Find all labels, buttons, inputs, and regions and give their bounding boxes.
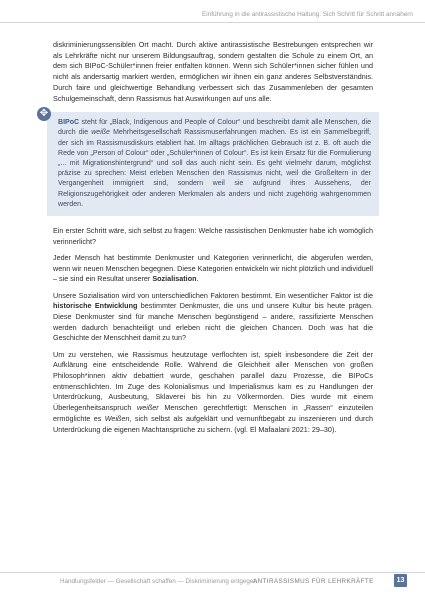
- p4-pre: Unsere Sozialisation wird von unterschiedlichen Faktoren bestimmt. Ein wesentlicher Faktor ist die: [53, 290, 373, 300]
- p5-post: , sich selbst als aufgeklärt und vernunftbegabt zu inszenieren und durch Unterdrückung die eigenen Machtansprüche zu sichern. (vgl. El Mafaalani 2021: 29–30).: [53, 413, 374, 434]
- page-footer: [0, 572, 425, 590]
- header-divider: [0, 22, 425, 23]
- info-compass-icon: ✥: [37, 107, 51, 121]
- page-body: [39, 40, 374, 435]
- term-sozialisation: Sozialisation: [152, 274, 197, 284]
- p3-post: .: [196, 274, 199, 284]
- infobox-text: [58, 118, 371, 210]
- p5-italic-2: Weißen: [104, 413, 130, 423]
- p5-pre: Um zu verstehen, wie Rassismus heutzutage verflochten ist, spielt insbesondere die Zeit der Aufklärung eine entscheidende Rolle. Während die Gleichheit aller Menschen von großen Philosoph*innen aktiv debattiert wurde, geschahen parallel dazu Prozesse, die BIPoCs entmenschlichten. Im Zuge des Kolonialismus und Imperialismus kam es zu Handlungen der Unterdrückung, Ausbeutung, Sklaverei bis hin zu Völkermorden. Dies wurde mit einem Überlegenheitsanspruch: [53, 349, 373, 413]
- paragraph-enlightenment: [53, 350, 373, 436]
- footer-breadcrumb: Handlungsfelder — Gesellschaft schaffen — Diskriminierung entgegen: [60, 578, 257, 585]
- page-number: 13: [394, 574, 407, 587]
- infobox-text-a: steht für „Black, Indigenous and People of Colour“ und beschreibt damit alle Menschen, die durch die: [58, 119, 371, 137]
- p5-italic-1: weißer: [137, 403, 159, 413]
- paragraph-intro: diskriminierungssensiblen Ort macht. Durch aktive antirassistische Bestrebungen entsprechen wir als Lehrkräfte nicht nur unserem Bildungsauftrag, sondern gestalten die Schule zu einem Ort, an dem sich BIPoC-Schüler*innen freier entfalten können. Wenn sich Schüler*innen sicher fühlen und nicht als andersartig markiert werden, ermöglichen wir ihnen ein ganz anderes Selbstverständnis. Durch faire und gleichwertige Behandlung verbessert sich das Zusammenleben der gesamten Schulgemeinschaft, denn Rassismus hat Auswirkungen auf uns alle.: [53, 40, 373, 103]
- term-historische-entwicklung: historische Entwicklung: [53, 301, 138, 311]
- paragraph-socialization: [53, 253, 373, 285]
- paragraph-history: [53, 291, 373, 345]
- bipoc-infobox: [39, 108, 379, 216]
- running-header: Einführung in die antirassistische Haltung: Sich Schritt für Schritt annähern: [201, 11, 413, 18]
- infobox-text-b: Mehrheitsgesellschaft Rassismuserfahrungen machen. Es ist ein Sammelbegriff, der sich im Rassismusdiskurs etabliert hat. Im alltags prächlichen Gebrauch ist z. B. oft auch die Rede von „Person of Colour“ oder „Schüler*innen of Colour“. Es ist kein Ersatz für die Formulierung „... mit Migrationshintergrund“ und soll das auch nicht sein. Es geht vielmehr darum, möglichst präzise zu sprechen: Meist erleben Menschen den Rassismus nicht, weil die Großeltern in der Vergangenheit immigriert sind, sondern weil sie aufgrund ihres Aussehens, der Religionszugehörigkeit oder anderen Merkmalen als anders und nicht zugehörig wahrgenommen werden.: [58, 129, 371, 208]
- p3-pre: Jeder Mensch hat bestimmte Denkmuster und Kategorien verinnerlicht, die abgerufen werden, wenn wir neuen Menschen begegnen. Diese Kategorien entwickeln wir nicht plötzlich und individuell – sie sind ein Resultat unserer: [53, 252, 373, 284]
- infobox-term: BIPoC: [58, 119, 80, 127]
- footer-divider: [0, 572, 425, 573]
- p4-post: bestimmter Denkmuster, die uns und unsere Kultur bis heute prägen. Diese Denkmuster sind für manche Menschen begünstigend – andere, rassifizierte Menschen werden dadurch benachteiligt und erleben nicht die gleichen Chancen. Doch was hat die Geschichte der Menschheit damit zu tun?: [53, 301, 373, 343]
- p5-mid: Menschen gerechtfertigt: Menschen in „Rassen“ einzuteilen ermöglichte es: [53, 403, 374, 423]
- paragraph-question: Ein erster Schritt wäre, sich selbst zu fragen: Welche rassistischen Denkmuster habe ich womöglich verinnerlicht?: [53, 226, 373, 246]
- footer-book-title: ANTIRASSISMUS FÜR LEHRKRÄFTE: [253, 578, 374, 585]
- infobox-text-italic: weiße: [91, 129, 110, 137]
